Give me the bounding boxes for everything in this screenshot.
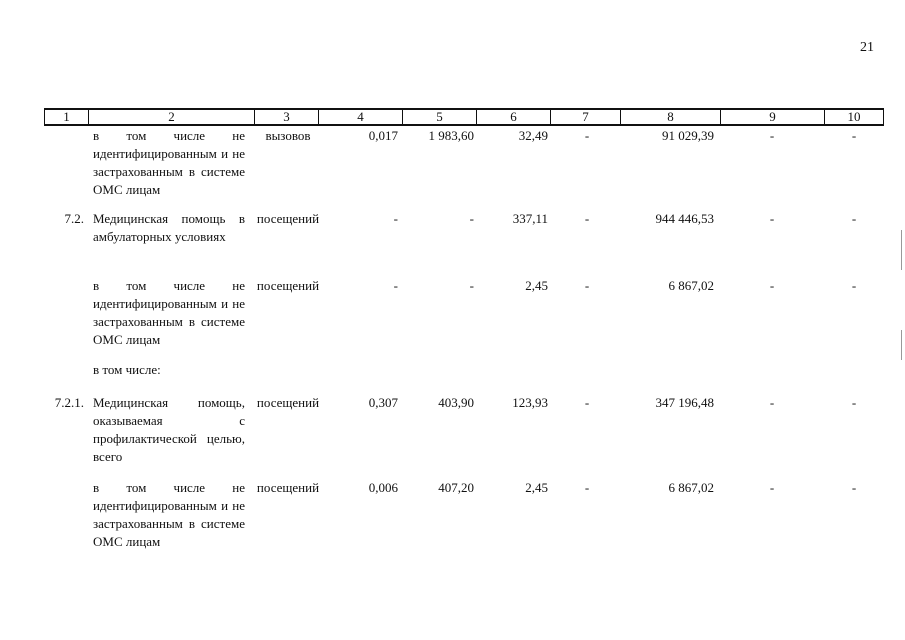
row-col-5: - bbox=[469, 278, 474, 293]
row-col-7: - bbox=[584, 278, 590, 293]
header-col-9: 9 bbox=[721, 109, 825, 125]
row-col-10: - bbox=[851, 278, 857, 293]
row-col-6: 2,45 bbox=[525, 278, 548, 293]
row-col-9: - bbox=[769, 211, 775, 226]
row-col-10: - bbox=[851, 395, 857, 410]
row-col-9: - bbox=[769, 395, 775, 410]
row-unit: посещений bbox=[256, 480, 320, 495]
row-number: 7.2. bbox=[64, 211, 84, 226]
row-col-6: 2,45 bbox=[525, 480, 548, 495]
header-col-8: 8 bbox=[621, 109, 721, 125]
column-number-header bbox=[44, 108, 884, 126]
header-col-4: 4 bbox=[319, 109, 403, 125]
row-col-5: 407,20 bbox=[438, 480, 474, 495]
row-col-4: 0,006 bbox=[368, 480, 398, 495]
row-col-4: 0,307 bbox=[368, 395, 398, 410]
row-col-7: - bbox=[584, 395, 590, 410]
row-description: в том числе не идентифицированным и не застрахованным в системе ОМС лицам bbox=[93, 128, 245, 197]
row-col-9: - bbox=[769, 480, 775, 495]
row-col-9: - bbox=[769, 128, 775, 143]
scan-artifact bbox=[901, 330, 902, 360]
header-col-7: 7 bbox=[551, 109, 621, 125]
row-unit: посещений bbox=[256, 211, 320, 226]
header-col-10: 10 bbox=[825, 109, 884, 125]
header-col-5: 5 bbox=[403, 109, 477, 125]
row-description: в том числе не идентифицированным и не застрахованным в системе ОМС лицам bbox=[93, 480, 245, 549]
row-description: Медицинская помощь, оказываемая с профилактической целью, всего bbox=[93, 395, 245, 464]
row-col-8: 6 867,02 bbox=[668, 480, 714, 495]
row-description: в том числе не идентифицированным и не застрахованным в системе ОМС лицам bbox=[93, 278, 245, 347]
row-col-10: - bbox=[851, 211, 857, 226]
header-col-6: 6 bbox=[477, 109, 551, 125]
row-col-7: - bbox=[584, 128, 590, 143]
row-col-7: - bbox=[584, 211, 590, 226]
row-col-8: 944 446,53 bbox=[655, 211, 714, 226]
row-unit: вызовов bbox=[265, 128, 311, 143]
row-col-6: 337,11 bbox=[512, 211, 548, 226]
row-col-8: 6 867,02 bbox=[668, 278, 714, 293]
row-col-5: 403,90 bbox=[438, 395, 474, 410]
row-description: Медицинская помощь в амбулаторных условиях bbox=[93, 211, 245, 244]
header-col-2: 2 bbox=[89, 109, 255, 125]
row-col-9: - bbox=[769, 278, 775, 293]
row-col-7: - bbox=[584, 480, 590, 495]
page-number: 21 bbox=[860, 40, 874, 55]
row-col-8: 347 196,48 bbox=[655, 395, 714, 410]
header-col-1: 1 bbox=[45, 109, 89, 125]
row-col-5: - bbox=[469, 211, 474, 226]
row-unit: посещений bbox=[256, 395, 320, 410]
header-col-3: 3 bbox=[255, 109, 319, 125]
row-col-6: 123,93 bbox=[512, 395, 548, 410]
row-col-4: - bbox=[393, 278, 398, 293]
row-description: в том числе: bbox=[93, 362, 161, 377]
scan-artifact bbox=[901, 230, 902, 270]
row-col-8: 91 029,39 bbox=[662, 128, 714, 143]
row-col-4: - bbox=[393, 211, 398, 226]
row-unit: посещений bbox=[256, 278, 320, 293]
row-col-10: - bbox=[851, 480, 857, 495]
row-number: 7.2.1. bbox=[54, 395, 84, 410]
row-col-6: 32,49 bbox=[518, 128, 548, 143]
row-col-4: 0,017 bbox=[368, 128, 398, 143]
row-col-5: 1 983,60 bbox=[428, 128, 474, 143]
row-col-10: - bbox=[851, 128, 857, 143]
